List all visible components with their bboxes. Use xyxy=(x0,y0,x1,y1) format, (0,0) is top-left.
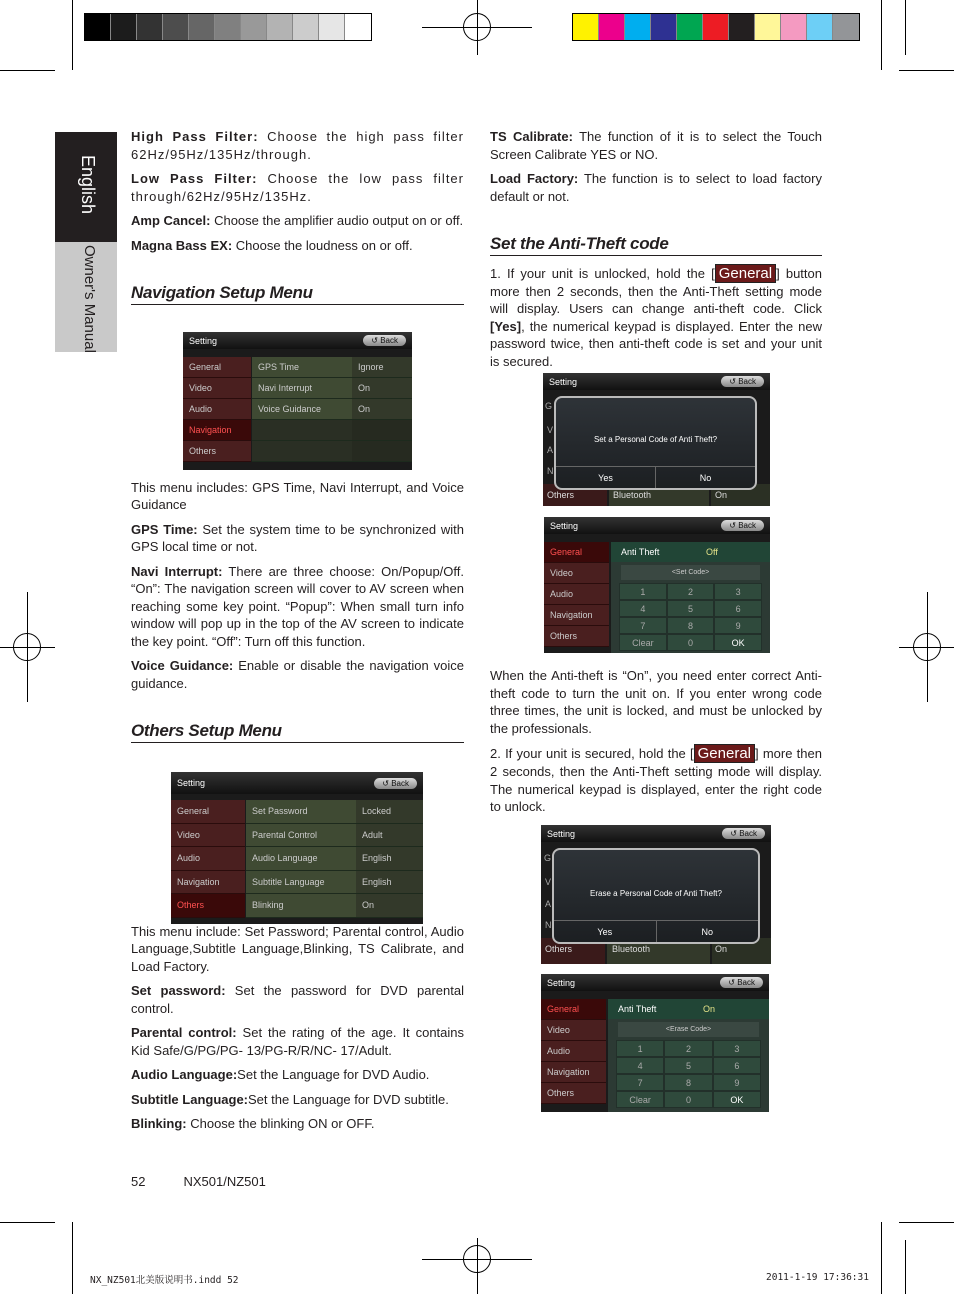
manual-label: Owner's Manual xyxy=(81,245,98,353)
menu-item-audio[interactable]: Audio xyxy=(171,847,245,871)
color-swatch xyxy=(85,14,111,40)
key-4[interactable]: 4 xyxy=(619,600,667,617)
definition: Choose the low pass filter through/62Hz/95Hz/135Hz. xyxy=(131,171,464,204)
anti-theft-state: On xyxy=(703,1004,716,1014)
term: Subtitle Language: xyxy=(131,1091,248,1107)
keypad-row xyxy=(616,1091,761,1108)
term: Low Pass Filter: xyxy=(131,171,258,186)
keypad-row xyxy=(619,617,762,634)
color-swatch xyxy=(833,14,859,40)
paragraph xyxy=(490,128,822,163)
term: Voice Guidance: xyxy=(131,658,234,673)
color-swatch xyxy=(241,14,267,40)
keypad-keys xyxy=(608,1040,769,1108)
numeric-keypad xyxy=(608,999,769,1112)
screen-title: Setting xyxy=(550,520,579,531)
color-swatch xyxy=(319,14,345,40)
color-swatch xyxy=(137,14,163,40)
keypad-keys xyxy=(611,583,770,651)
anti-theft-set-dialog-screenshot xyxy=(543,373,770,506)
screen-title-bar xyxy=(543,373,770,390)
hidden-menu-letter: N xyxy=(547,466,554,476)
key-5[interactable]: 5 xyxy=(664,1057,712,1074)
definition: Choose the high pass filter 62Hz/95Hz/135Hz/through. xyxy=(131,129,464,162)
settings-row[interactable] xyxy=(246,824,423,848)
back-button[interactable]: ↺ Back xyxy=(374,778,417,789)
menu-item-general[interactable]: General xyxy=(544,542,609,563)
keypad-row xyxy=(616,1040,761,1057)
color-swatch xyxy=(215,14,241,40)
numeric-keypad xyxy=(611,542,770,653)
paragraph xyxy=(131,521,464,556)
key-1[interactable]: 1 xyxy=(619,583,667,600)
setting-value: On xyxy=(352,399,412,419)
key-7[interactable]: 7 xyxy=(616,1074,664,1091)
settings-grid xyxy=(252,357,412,462)
menu-item-video[interactable]: Video xyxy=(541,1020,606,1041)
term: Amp Cancel: xyxy=(131,213,211,228)
paragraph xyxy=(131,237,464,255)
screen-title: Setting xyxy=(547,828,576,839)
text: 1. If your unit is unlocked, hold the [ xyxy=(490,265,715,281)
key-ok[interactable]: OK xyxy=(714,634,762,651)
paragraph xyxy=(131,170,464,205)
screen-title: Setting xyxy=(189,335,218,346)
settings-menu xyxy=(171,800,245,918)
hidden-menu-letter: G xyxy=(545,401,553,411)
crop-mark xyxy=(905,1240,906,1294)
crop-mark xyxy=(72,1222,73,1294)
definition: Set the password for DVD parental control. xyxy=(131,983,464,1016)
settings-row-empty xyxy=(252,420,412,441)
anti-theft-header xyxy=(608,999,769,1019)
paragraph xyxy=(490,170,822,205)
settings-row[interactable] xyxy=(246,800,423,824)
menu-item-navigation[interactable]: Navigation xyxy=(183,420,251,441)
menu-item-others[interactable]: Others xyxy=(541,1083,606,1104)
registration-mark xyxy=(477,0,478,55)
paragraph xyxy=(131,212,464,230)
color-swatch xyxy=(755,14,781,40)
menu-item-navigation[interactable]: Navigation xyxy=(544,605,609,626)
crop-mark xyxy=(905,0,906,55)
paragraph xyxy=(131,1091,464,1109)
setting-value: Ignore xyxy=(352,357,412,377)
anti-theft-label: Anti Theft xyxy=(621,547,660,557)
key-3[interactable]: 3 xyxy=(713,1040,761,1057)
dialog-question: Erase a Personal Code of Anti Theft? xyxy=(590,889,722,898)
paragraph xyxy=(131,128,464,163)
term: High Pass Filter: xyxy=(131,129,259,144)
hidden-menu-letter: A xyxy=(547,445,554,455)
settings-row-empty xyxy=(252,441,412,462)
term: Magna Bass EX: xyxy=(131,237,233,253)
color-swatch xyxy=(111,14,137,40)
set-code-keypad-screenshot xyxy=(544,517,770,653)
key-2[interactable]: 2 xyxy=(664,1040,712,1057)
key-1[interactable]: 1 xyxy=(616,1040,664,1057)
slug-filename: NX_NZ501北美版说明书.indd 52 xyxy=(90,1275,239,1286)
paragraph xyxy=(490,264,822,371)
left-column xyxy=(131,128,464,1140)
setting-value: English xyxy=(356,871,423,894)
definition: The function is to select to load factory default or not. xyxy=(490,171,822,204)
color-swatch xyxy=(345,14,371,40)
color-swatch xyxy=(781,14,807,40)
setting-value: On xyxy=(352,378,412,398)
crop-mark xyxy=(72,0,73,70)
hidden-menu-letter: V xyxy=(547,425,554,435)
keypad-row xyxy=(616,1057,761,1074)
color-swatch xyxy=(599,14,625,40)
back-button[interactable]: ↺ Back xyxy=(721,520,764,531)
paragraph xyxy=(490,744,822,816)
screen-title-bar xyxy=(183,332,412,349)
menu-item-audio[interactable]: Audio xyxy=(544,584,609,605)
term: Load Factory: xyxy=(490,171,579,186)
setting-value: English xyxy=(356,847,423,870)
menu-item-video[interactable]: Video xyxy=(171,824,245,848)
color-swatch xyxy=(189,14,215,40)
settings-menu xyxy=(541,999,606,1104)
definition: Choose the blinking ON or OFF. xyxy=(186,1116,375,1131)
section-title-anti-theft: Set the Anti-Theft code xyxy=(490,235,822,256)
key-0[interactable]: 0 xyxy=(664,1091,712,1108)
color-bar xyxy=(572,13,860,41)
keypad-row xyxy=(619,583,762,600)
back-button[interactable]: ↺ Back xyxy=(363,335,406,346)
page-number: 52 xyxy=(131,1174,146,1189)
definition: Set the rating of the age. It contains Kid Safe/G/PG/PG- 13/PG-R/R/NC- 17/Adult. xyxy=(131,1025,465,1058)
definition: Set the Language for DVD Audio. xyxy=(237,1067,430,1082)
text: , the numerical keypad is displayed. Enter the new password twice, then anti-theft code is set and your unit is secured. xyxy=(490,318,822,369)
screen-title: Setting xyxy=(547,977,576,988)
definition: Choose the loudness on or off. xyxy=(232,237,413,253)
setting-name: Bluetooth xyxy=(607,938,710,964)
menu-item-others[interactable]: Others xyxy=(543,484,607,506)
menu-item-video[interactable]: Video xyxy=(183,378,251,399)
code-input[interactable]: <Set Code> xyxy=(621,565,760,580)
yes-label: [Yes] xyxy=(490,318,522,334)
key-4[interactable]: 4 xyxy=(616,1057,664,1074)
menu-item-general[interactable]: General xyxy=(541,999,606,1020)
dialog-question: Set a Personal Code of Anti Theft? xyxy=(593,435,718,444)
dialog-buttons xyxy=(554,920,758,942)
general-button: General xyxy=(715,264,776,283)
key-ok[interactable]: OK xyxy=(713,1091,761,1108)
dialog-buttons xyxy=(556,466,755,488)
settings-row[interactable] xyxy=(246,894,423,918)
back-button[interactable]: ↺ Back xyxy=(721,376,764,387)
others-setup-screenshot xyxy=(171,772,423,924)
crop-mark xyxy=(881,0,882,70)
settings-grid xyxy=(246,800,423,918)
definition: Choose the amplifier audio output on or off. xyxy=(210,213,464,228)
erase-code-keypad-screenshot xyxy=(541,974,769,1112)
screen-title-bar xyxy=(171,772,423,794)
settings-menu xyxy=(183,357,251,462)
confirm-dialog xyxy=(552,848,760,944)
key-6[interactable]: 6 xyxy=(714,600,762,617)
setting-value: On xyxy=(712,938,771,964)
setting-value: On xyxy=(356,894,423,917)
page-footer xyxy=(131,1174,266,1189)
color-swatch xyxy=(703,14,729,40)
color-swatch xyxy=(651,14,677,40)
text: ] button more then 2 seconds, then the Anti-Theft setting mode will display. Users can change anti-theft code. Click xyxy=(490,265,822,316)
key-2[interactable]: 2 xyxy=(667,583,715,600)
settings-row[interactable] xyxy=(252,399,412,420)
yes-button[interactable]: Yes xyxy=(554,921,657,942)
keypad-row xyxy=(619,634,762,651)
anti-theft-header xyxy=(611,542,770,562)
color-swatch xyxy=(267,14,293,40)
color-swatch xyxy=(625,14,651,40)
model-number: NX501/NZ501 xyxy=(183,1174,266,1189)
menu-item-others[interactable]: Others xyxy=(171,894,245,918)
hidden-menu-letter: N xyxy=(545,920,552,930)
menu-item-others[interactable]: Others xyxy=(183,441,251,462)
definition: Set the Language for DVD subtitle. xyxy=(248,1091,449,1107)
definition: The function of it is to select the Touch Screen Calibrate YES or NO. xyxy=(490,129,823,162)
setting-name: Subtitle Language xyxy=(246,871,356,894)
back-label: Back xyxy=(738,377,756,386)
menu-item-video[interactable]: Video xyxy=(544,563,609,584)
setting-name: Audio Language xyxy=(246,847,356,870)
key-9[interactable]: 9 xyxy=(714,617,762,634)
hidden-menu-letter: G xyxy=(544,853,552,863)
menu-item-others[interactable]: Others xyxy=(541,938,605,964)
setting-name: Set Password xyxy=(246,800,356,823)
general-button: General xyxy=(694,744,755,763)
back-label: Back xyxy=(738,521,756,530)
back-label: Back xyxy=(737,978,755,987)
screen-title: Setting xyxy=(549,376,578,387)
paragraph: This menu includes: GPS Time, Navi Interrupt, and Voice Guidance xyxy=(131,479,464,512)
paragraph xyxy=(131,1024,464,1059)
screen-title-bar xyxy=(544,517,770,534)
key-3[interactable]: 3 xyxy=(714,583,762,600)
key-5[interactable]: 5 xyxy=(667,600,715,617)
anti-theft-label: Anti Theft xyxy=(618,1004,657,1014)
back-label: Back xyxy=(739,829,757,838)
keypad-row xyxy=(619,600,762,617)
registration-mark xyxy=(477,1238,478,1294)
anti-theft-state: Off xyxy=(706,547,718,557)
color-swatch xyxy=(163,14,189,40)
registration-mark xyxy=(27,592,28,702)
key-8[interactable]: 8 xyxy=(667,617,715,634)
setting-value: Locked xyxy=(356,800,423,823)
text: ] more then 2 seconds, then the Anti-Theft setting mode will display. The numerical keypad is displayed, enter the right code to unlock. xyxy=(490,746,822,814)
screen-title-bar xyxy=(541,825,771,842)
settings-menu xyxy=(544,542,609,647)
settings-row[interactable] xyxy=(252,378,412,399)
back-button[interactable]: ↺ Back xyxy=(722,828,765,839)
paragraph xyxy=(131,1066,464,1084)
setting-value: On xyxy=(711,484,770,506)
crop-mark xyxy=(0,1222,55,1223)
definition: There are three choose: On/Popup/Off. “On”: The navigation screen will cover to AV screen when reaching some key point. “Popup”: When small turn info window will pop up in the top of the AV screen to indicate the key point. “Off”: Turn off this function. xyxy=(131,563,464,649)
crop-mark xyxy=(881,1222,882,1294)
menu-item-navigation[interactable]: Navigation xyxy=(171,871,245,895)
paragraph xyxy=(131,982,464,1017)
color-swatch xyxy=(677,14,703,40)
navigation-setup-screenshot xyxy=(183,332,412,470)
color-swatch xyxy=(293,14,319,40)
yes-button[interactable]: Yes xyxy=(556,467,656,488)
anti-theft-erase-dialog-screenshot xyxy=(541,825,771,964)
key-clear[interactable]: Clear xyxy=(616,1091,664,1108)
section-title-others: Others Setup Menu xyxy=(131,722,464,743)
language-label: English xyxy=(78,155,98,215)
settings-row[interactable] xyxy=(246,871,423,895)
section-title-navigation: Navigation Setup Menu xyxy=(131,284,464,305)
term: Navi Interrupt: xyxy=(131,563,223,579)
crop-mark xyxy=(899,70,954,71)
code-input[interactable]: <Erase Code> xyxy=(618,1022,759,1037)
paragraph xyxy=(131,657,464,692)
hidden-menu-letter: V xyxy=(545,877,552,887)
key-9[interactable]: 9 xyxy=(713,1074,761,1091)
settings-row[interactable] xyxy=(246,847,423,871)
menu-item-general[interactable]: General xyxy=(183,357,251,378)
paragraph: When the Anti-theft is “On”, you need enter correct Anti-theft code to turn the unit on. If you enter wrong code three times, the unit is locked, and must be unlocked by the professionals. xyxy=(490,668,822,736)
crop-mark xyxy=(0,70,55,71)
gray-scale-bar xyxy=(84,13,372,41)
no-button[interactable]: No xyxy=(699,473,712,483)
text: 2. If your unit is secured, hold the [ xyxy=(490,746,694,761)
screen-title-bar xyxy=(541,974,769,991)
screen-title: Setting xyxy=(177,778,206,788)
slug-date: 2011-1-19 17:36:31 xyxy=(766,1272,869,1283)
key-7[interactable]: 7 xyxy=(619,617,667,634)
back-label: Back xyxy=(391,778,409,788)
paragraph xyxy=(131,1115,464,1133)
registration-mark xyxy=(927,592,928,702)
definition: Set the system time to be synchronized with GPS local time or not. xyxy=(131,521,464,554)
definition: Enable or disable the navigation voice guidance. xyxy=(131,658,465,691)
setting-name: Parental Control xyxy=(246,824,356,847)
term: TS Calibrate: xyxy=(490,129,573,144)
hidden-menu-letter: A xyxy=(545,899,552,909)
back-label: Back xyxy=(380,336,398,345)
key-8[interactable]: 8 xyxy=(664,1074,712,1091)
crop-mark xyxy=(899,1222,954,1223)
no-button[interactable]: No xyxy=(701,927,713,937)
color-swatch xyxy=(807,14,833,40)
menu-item-audio[interactable]: Audio xyxy=(183,399,251,420)
settings-row[interactable] xyxy=(252,357,412,378)
setting-name: Voice Guidance xyxy=(252,399,352,419)
menu-item-navigation[interactable]: Navigation xyxy=(541,1062,606,1083)
term: Blinking: xyxy=(131,1116,187,1131)
paragraph: This menu include: Set Password; Parental control, Audio Language,Subtitle Language,Blinking, TS Calibrate, and Load Factory. xyxy=(131,923,464,974)
keypad-row xyxy=(616,1074,761,1091)
menu-item-audio[interactable]: Audio xyxy=(541,1041,606,1062)
key-clear[interactable]: Clear xyxy=(619,634,667,651)
menu-item-others[interactable]: Others xyxy=(544,626,609,647)
term: Set password: xyxy=(131,983,226,998)
confirm-dialog xyxy=(554,396,757,490)
term: GPS Time: xyxy=(131,521,198,537)
paragraph xyxy=(131,563,464,651)
setting-name: Navi Interrupt xyxy=(252,378,352,398)
term: Audio Language: xyxy=(131,1067,238,1082)
term: Parental control: xyxy=(131,1025,237,1040)
setting-name: GPS Time xyxy=(252,357,352,377)
menu-item-general[interactable]: General xyxy=(171,800,245,824)
setting-name: Blinking xyxy=(246,894,356,917)
back-button[interactable]: ↺ Back xyxy=(720,977,763,988)
color-swatch xyxy=(729,14,755,40)
setting-value: Adult xyxy=(356,824,423,847)
color-swatch xyxy=(573,14,599,40)
key-6[interactable]: 6 xyxy=(713,1057,761,1074)
setting-name: Bluetooth xyxy=(609,484,709,506)
key-0[interactable]: 0 xyxy=(667,634,715,651)
